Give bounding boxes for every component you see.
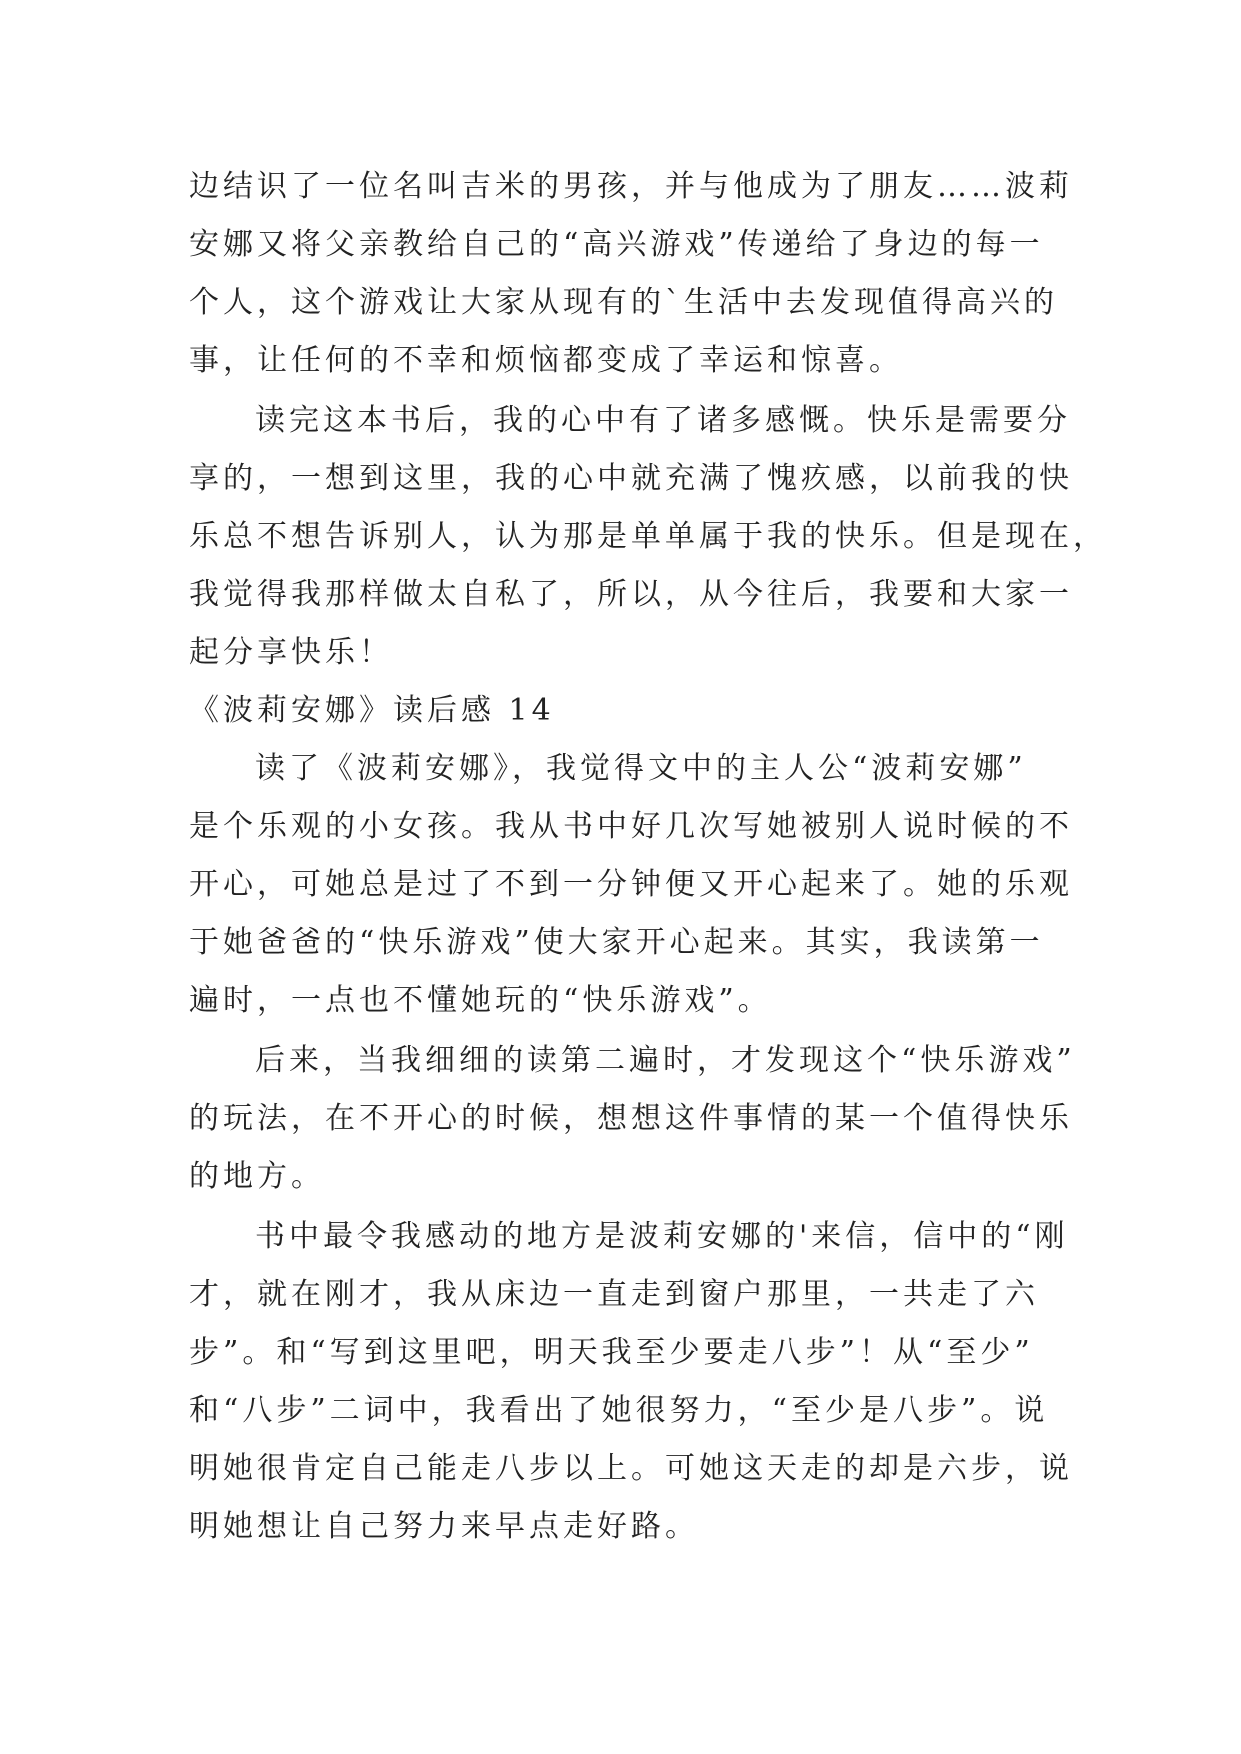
text-line: 事，让任何的不幸和烦恼都变成了幸运和惊喜。 (189, 343, 903, 378)
text-line: 的地方。 (189, 1159, 325, 1194)
text-line: 边结识了一位名叫吉米的男孩，并与他成为了朋友……波莉 (189, 169, 1073, 204)
text-line: 于她爸爸的“快乐游戏”使大家开心起来。其实，我读第一 (189, 925, 1044, 960)
text-line: 遍时，一点也不懂她玩的“快乐游戏”。 (189, 983, 772, 1018)
text-line: 安娜又将父亲教给自己的“高兴游戏”传递给了身边的每一 (189, 227, 1044, 262)
text-line: 是个乐观的小女孩。我从书中好几次写她被别人说时候的不 (189, 809, 1073, 844)
text-line: 明她很肯定自己能走八步以上。可她这天走的却是六步，说 (189, 1451, 1073, 1486)
text-line: 开心，可她总是过了不到一分钟便又开心起来了。她的乐观 (189, 867, 1073, 902)
text-line: 乐总不想告诉别人，认为那是单单属于我的快乐。但是现在， (189, 519, 1107, 554)
text-line: 步”。和“写到这里吧，明天我至少要走八步”！从“至少” (189, 1335, 1034, 1370)
text-line: 后来，当我细细的读第二遍时，才发现这个“快乐游戏” (255, 1043, 1076, 1078)
text-line: 书中最令我感动的地方是波莉安娜的'来信，信中的“刚 (255, 1219, 1069, 1254)
text-line: 个人，这个游戏让大家从现有的`生活中去发现值得高兴的 (189, 285, 1058, 320)
text-line: 读了《波莉安娜》，我觉得文中的主人公“波莉安娜” (255, 751, 1027, 786)
paragraph-second-reading (189, 1032, 1076, 1206)
text-line: 和“八步”二词中，我看出了她很努力，“至少是八步”。说 (189, 1393, 1049, 1428)
section-heading: 《波莉安娜》读后感 14 (189, 693, 555, 728)
text-line: 的玩法，在不开心的时候，想想这件事情的某一个值得快乐 (189, 1101, 1073, 1136)
text-line: 明她想让自己努力来早点走好路。 (189, 1509, 699, 1544)
text-line: 起分享快乐！ (189, 635, 393, 670)
text-line: 读完这本书后，我的心中有了诸多感慨。快乐是需要分 (255, 403, 1071, 438)
paragraph-continuation (189, 158, 1073, 390)
document-body (189, 158, 1107, 1556)
paragraph-letter (189, 1208, 1073, 1556)
paragraph-reflection (189, 392, 1107, 682)
paragraph-intro (189, 740, 1073, 1030)
text-line: 才，就在刚才，我从床边一直走到窗户那里，一共走了六 (189, 1277, 1039, 1312)
text-line: 享的，一想到这里，我的心中就充满了愧疚感，以前我的快 (189, 461, 1073, 496)
text-line: 我觉得我那样做太自私了，所以，从今往后，我要和大家一 (189, 577, 1073, 612)
